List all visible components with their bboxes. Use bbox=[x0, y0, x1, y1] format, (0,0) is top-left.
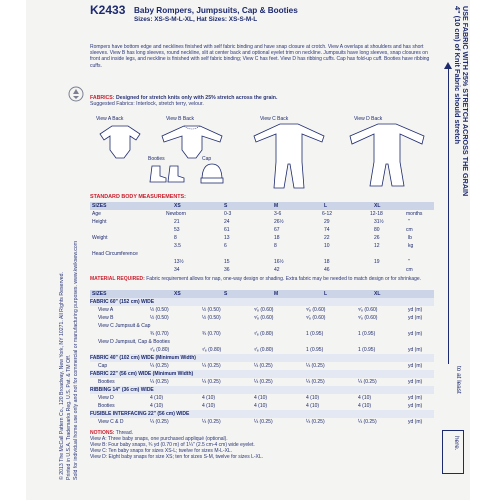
material-unit: yd (m) bbox=[408, 419, 423, 425]
sizes-line: Sizes: XS-S-M-L-XL, Hat Sizes: XS-S-M-L bbox=[134, 16, 258, 23]
fabrics-label: FABRICS: bbox=[90, 95, 115, 101]
notions-line-c: View C: Ten baby snaps for sizes XS-L; twelve for sizes M-L-XL. bbox=[90, 448, 233, 454]
material-row bbox=[90, 378, 434, 386]
material-row bbox=[90, 306, 434, 314]
material-cell: ⁵⁄₈ (0.60) bbox=[254, 315, 274, 321]
stretch-gauge bbox=[438, 0, 470, 500]
material-unit: yd (m) bbox=[408, 379, 423, 385]
fabric22-heading: FABRIC 22" (56 cm) WIDE (Minimum Width) bbox=[90, 370, 434, 378]
stretch-here: here. bbox=[453, 436, 460, 451]
description: Rompers have bottom edge and necklines finished with self fabric binding and have snap closure at crotch. View A overlaps at shoulders and has short sleeves. View B has long sleeves, round neckline, slit at center back and optional eyelet trim on neckline. Jumpsuits have long sleeves, snap closures on front and inside legs, and neckline is finished with self fabric binding; View C has feet. View D has ribbing cuffs. Cap has fold-up cuff. Booties have ribbing cuffs. bbox=[90, 44, 430, 69]
stretch-rule: USE FABRIC WITH 25% STRETCH ACROSS THE GRAIN bbox=[461, 6, 470, 197]
view-a-label: View A Back bbox=[96, 116, 124, 122]
main-content bbox=[90, 0, 434, 500]
legal-strip bbox=[26, 0, 88, 500]
material-row bbox=[90, 362, 434, 370]
material-cell: ¼ (0.25) bbox=[202, 363, 221, 369]
usage-text: Sold for individual home use only and not for commercial or manufacturing purposes. www.kwiksew.com bbox=[73, 240, 79, 480]
jumpsuit-d-drawing bbox=[346, 122, 428, 192]
material-cell: 4 (10) bbox=[202, 403, 216, 409]
material-cell: 4 (10) bbox=[358, 403, 372, 409]
material-cell: ⁵⁄₈ (0.60) bbox=[358, 307, 378, 313]
material-cell: ¼ (0.25) bbox=[150, 363, 169, 369]
material-row bbox=[90, 330, 434, 338]
material-cell: 4 (10) bbox=[358, 395, 372, 401]
material-cell: 4 (10) bbox=[150, 403, 164, 409]
notions-block bbox=[90, 430, 434, 460]
suggested-fabrics: Suggested Fabrics: Interlock, stretch terry, velour. bbox=[90, 101, 204, 108]
material-cell: ⁷⁄₈ (0.80) bbox=[254, 347, 274, 353]
material-row-label: View A bbox=[98, 307, 114, 313]
material-row-label: Booties bbox=[98, 379, 115, 385]
fabrics-requirement: Designed for stretch knits only with 25% stretch across the grain. bbox=[115, 95, 278, 101]
material-cell: ¼ (0.25) bbox=[202, 419, 221, 425]
material-cell: ⁵⁄₈ (0.60) bbox=[254, 307, 274, 313]
material-row-label: Cap bbox=[98, 363, 108, 369]
material-cell: ⁵⁄₈ (0.60) bbox=[306, 315, 326, 321]
material-cell: ⁷⁄₈ (0.80) bbox=[150, 347, 170, 353]
material-cell: ½ (0.50) bbox=[150, 307, 169, 313]
copyright-text: © 2013 The McCall Pattern Co., 120 Broadway, New York, NY 10271. All Rights Reserved. bbox=[59, 272, 65, 480]
material-unit: yd (m) bbox=[408, 347, 423, 353]
material-cell: ¾ (0.70) bbox=[202, 331, 221, 337]
material-cell: ¼ (0.25) bbox=[358, 379, 377, 385]
material-unit: yd (m) bbox=[408, 403, 423, 409]
material-cell: ¼ (0.25) bbox=[150, 419, 169, 425]
material-cell: ⁷⁄₈ (0.80) bbox=[202, 347, 222, 353]
notions-line-d: View D: Eight baby snaps for size XS; ten for sizes S-M, twelve for sizes L-XL. bbox=[90, 454, 264, 460]
material-cell: 4 (10) bbox=[150, 395, 164, 401]
material-cell: ⁵⁄₈ (0.60) bbox=[358, 315, 378, 321]
printed-text: Printed in U.S.A. Trademarks Reg. U.S. Pat. & TM Off. bbox=[66, 354, 72, 480]
material-row bbox=[90, 418, 434, 426]
material-cell: ½ (0.50) bbox=[150, 315, 169, 321]
material-row-label: View D bbox=[98, 395, 114, 401]
material-cell: ¾ (0.70) bbox=[150, 331, 169, 337]
romper-a-drawing bbox=[96, 124, 144, 160]
material-cell: 1 (0.95) bbox=[306, 347, 324, 353]
measurements-sizes-row: SIZES XS S M L XL bbox=[90, 202, 434, 210]
material-cell: ¼ (0.25) bbox=[306, 363, 325, 369]
fabrics-text bbox=[90, 95, 434, 107]
romper-b-drawing bbox=[160, 124, 224, 160]
material-text: Fabric requirement allows for nap, one-way design or shading. Extra fabric may be needed to match design or for shrinkage. bbox=[146, 276, 422, 282]
age-row: Age Newborn 0-3 3-6 6-12 12-18 months bbox=[92, 211, 423, 217]
material-cell: ½ (0.50) bbox=[202, 307, 221, 313]
booties-label: Booties bbox=[148, 156, 165, 162]
material-cell: ⁷⁄₈ (0.80) bbox=[254, 331, 274, 337]
pattern-envelope bbox=[26, 0, 470, 500]
pattern-title: Baby Rompers, Jumpsuits, Cap & Booties bbox=[134, 6, 298, 15]
ribbing-heading: RIBBING 14" (36 cm) WIDE bbox=[90, 386, 434, 394]
material-sizes-row: SIZES XS S M L XL bbox=[90, 290, 434, 298]
notions-label: NOTIONS: bbox=[90, 430, 115, 436]
material-unit: yd (m) bbox=[408, 331, 423, 337]
weight-lb-row: Weight 8 13 18 22 26 lb bbox=[92, 235, 412, 241]
head-cm-row: 34 36 42 46 cm bbox=[174, 267, 413, 273]
height-cm-row: 53 61 67 74 80 cm bbox=[174, 227, 413, 233]
material-cell: 1 (0.95) bbox=[358, 331, 376, 337]
view-c-label: View C Back bbox=[260, 116, 289, 122]
head-in-row: 13½ 15 16½ 18 19 " bbox=[174, 259, 410, 265]
notions-thread: Thread. bbox=[115, 430, 133, 436]
material-unit: yd (m) bbox=[408, 315, 423, 321]
material-row bbox=[90, 346, 434, 354]
material-row-label: Booties bbox=[98, 403, 115, 409]
material-cell: ¼ (0.25) bbox=[254, 363, 273, 369]
head-label-row: Head Circumference bbox=[92, 251, 138, 257]
cap-label: Cap bbox=[202, 156, 212, 162]
material-row-label: View B bbox=[98, 315, 114, 321]
title-bar bbox=[90, 2, 434, 24]
booties-drawing bbox=[148, 162, 188, 186]
view-d-label: View D Back bbox=[354, 116, 383, 122]
material-cell: ¼ (0.25) bbox=[254, 419, 273, 425]
material-cell: ½ (0.50) bbox=[202, 315, 221, 321]
material-unit: yd (m) bbox=[408, 363, 423, 369]
pattern-number: K2433 bbox=[90, 3, 126, 17]
material-row bbox=[90, 338, 434, 346]
material-row-label: View C & D bbox=[98, 419, 124, 425]
measurements-title: STANDARD BODY MEASUREMENTS: bbox=[90, 194, 186, 200]
material-cell: 4 (10) bbox=[306, 403, 320, 409]
material-cell: 4 (10) bbox=[254, 395, 268, 401]
material-unit: yd (m) bbox=[408, 307, 423, 313]
garment-views bbox=[90, 112, 434, 192]
material-cell: 1 (0.95) bbox=[306, 331, 324, 337]
material-cell: ¼ (0.25) bbox=[306, 379, 325, 385]
material-row bbox=[90, 402, 434, 410]
material-row bbox=[90, 394, 434, 402]
material-cell: 4 (10) bbox=[306, 395, 320, 401]
material-unit: yd (m) bbox=[408, 395, 423, 401]
stretch-gauge-line bbox=[448, 64, 449, 364]
material-cell: ⁵⁄₈ (0.60) bbox=[306, 307, 326, 313]
material-cell: ¼ (0.25) bbox=[358, 419, 377, 425]
cap-drawing bbox=[198, 162, 226, 186]
view-b-label: View B Back bbox=[166, 116, 194, 122]
height-in-row: Height 21 24 26½ 29 31½ " bbox=[92, 219, 410, 225]
material-cell: 1 (0.95) bbox=[358, 347, 376, 353]
material-row bbox=[90, 314, 434, 322]
material-cell: ¼ (0.25) bbox=[254, 379, 273, 385]
fabric60-heading: FABRIC 60" (152 cm) WIDE bbox=[90, 298, 434, 306]
fabric40-heading: FABRIC 40" (102 cm) WIDE (Minimum Width) bbox=[90, 354, 434, 362]
material-row-label: View D Jumpsuit, Cap & Booties bbox=[98, 339, 170, 345]
stretch-at-least: to at least bbox=[455, 366, 462, 394]
weight-kg-row: 3.5 6 8 10 12 kg bbox=[174, 243, 414, 249]
material-cell: 4 (10) bbox=[254, 403, 268, 409]
material-cell: ¼ (0.25) bbox=[202, 379, 221, 385]
material-note bbox=[90, 276, 434, 282]
material-label: MATERIAL REQUIRED: bbox=[90, 276, 145, 282]
material-cell: ¼ (0.25) bbox=[306, 419, 325, 425]
material-row bbox=[90, 322, 434, 330]
material-cell: ¼ (0.25) bbox=[150, 379, 169, 385]
notions-line-b: View B: Four baby snaps, ¾ yd (0.70 m) of 1¼" (2.5 cm-4 cm) wide eyelet. bbox=[90, 442, 255, 448]
jumpsuit-c-drawing bbox=[250, 122, 328, 192]
stretch-instruction: 4" (10 cm) of Knit Fabric should stretch bbox=[453, 6, 462, 145]
material-row-label: View C Jumpsuit & Cap bbox=[98, 323, 151, 329]
interfacing-heading: FUSIBLE INTERFACING 22" (56 cm) WIDE bbox=[90, 410, 434, 418]
material-cell: 4 (10) bbox=[202, 395, 216, 401]
notions-line-a: View A: Three baby snaps, one purchased appliqué (optional). bbox=[90, 436, 228, 442]
